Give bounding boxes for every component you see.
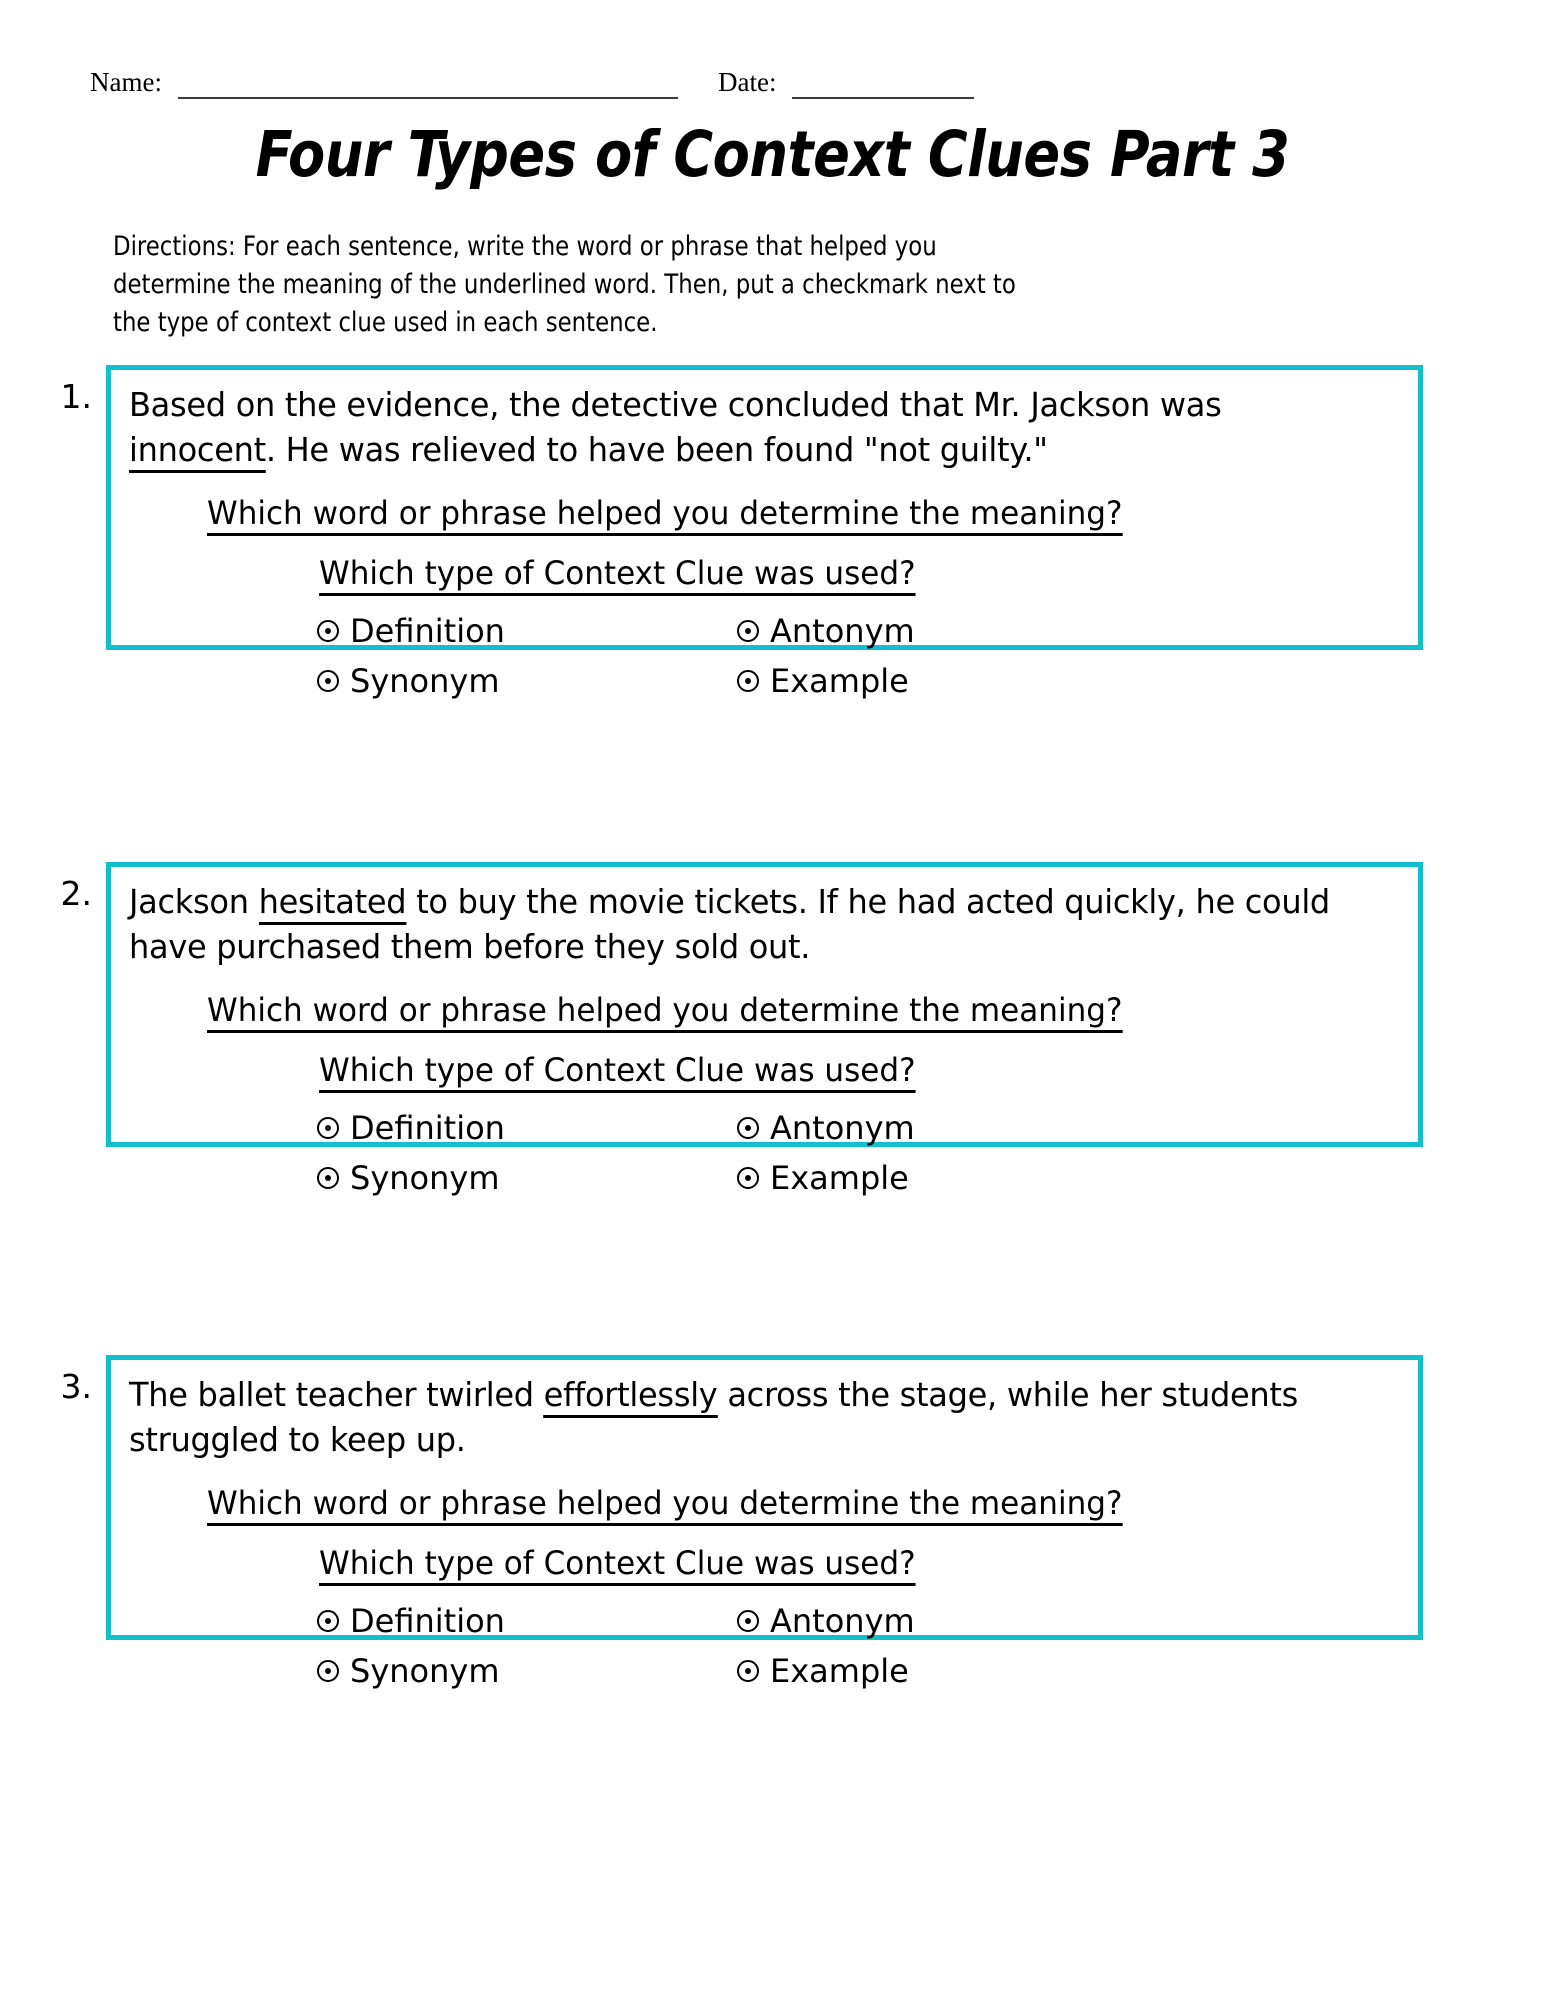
- option-example[interactable]: [737, 1160, 1137, 1196]
- underlined-vocabulary-word: hesitated: [259, 882, 407, 925]
- option-label: Synonym: [350, 662, 500, 700]
- radio-circle-icon[interactable]: [737, 620, 759, 642]
- radio-circle-icon[interactable]: [737, 1167, 759, 1189]
- phrase-prompt: Which word or phrase helped you determine the meaning?: [207, 1484, 1122, 1526]
- type-prompt: Which type of Context Clue was used?: [319, 1544, 916, 1586]
- option-label: Synonym: [350, 1159, 500, 1197]
- date-write-line[interactable]: [792, 67, 974, 99]
- option-synonym[interactable]: [317, 663, 737, 699]
- radio-circle-icon[interactable]: [737, 1660, 759, 1682]
- radio-circle-icon[interactable]: [317, 1167, 339, 1189]
- option-example[interactable]: [737, 663, 1137, 699]
- question-block: [48, 862, 1423, 1197]
- radio-circle-icon[interactable]: [317, 620, 339, 642]
- option-definition[interactable]: [317, 1110, 737, 1146]
- sentence-text-after: . He was relieved to have been found "not guilty.": [265, 430, 1048, 469]
- phrase-prompt: Which word or phrase helped you determine the meaning?: [207, 494, 1122, 536]
- option-definition[interactable]: [317, 1603, 737, 1639]
- date-label: Date:: [717, 67, 777, 97]
- option-antonym[interactable]: [737, 1603, 1137, 1639]
- type-prompt: Which type of Context Clue was used?: [319, 554, 916, 596]
- question-box: [106, 1355, 1423, 1690]
- context-clue-options: [317, 1103, 1137, 1203]
- question-number: 2.: [60, 874, 92, 913]
- question-sentence: [129, 879, 1362, 969]
- option-antonym[interactable]: [737, 613, 1137, 649]
- radio-circle-icon[interactable]: [317, 1660, 339, 1682]
- question-number: 1.: [60, 377, 92, 416]
- option-label: Antonym: [770, 612, 915, 650]
- option-label: Example: [770, 662, 909, 700]
- question-sentence: [129, 1372, 1362, 1462]
- type-prompt-row: [129, 1544, 1400, 1586]
- type-prompt-row: [129, 554, 1400, 596]
- option-definition[interactable]: [317, 613, 737, 649]
- phrase-prompt-row: [129, 969, 1400, 1033]
- phrase-prompt-row: [129, 472, 1400, 536]
- type-prompt: Which type of Context Clue was used?: [319, 1051, 916, 1093]
- context-clue-options: [317, 606, 1137, 706]
- option-label: Antonym: [770, 1602, 915, 1640]
- phrase-prompt: Which word or phrase helped you determine the meaning?: [207, 991, 1122, 1033]
- question-block: [48, 365, 1423, 700]
- radio-circle-icon[interactable]: [737, 670, 759, 692]
- underlined-vocabulary-word: innocent: [129, 430, 266, 473]
- name-write-line[interactable]: [178, 67, 678, 99]
- directions-text: Directions: For each sentence, write the word or phrase that helped you determine the meaning of the underlined word. Then, put a checkmark next to the type of context clue used in each sentence.: [113, 231, 1016, 338]
- phrase-prompt-row: [129, 1462, 1400, 1526]
- radio-circle-icon[interactable]: [737, 1117, 759, 1139]
- radio-circle-icon[interactable]: [317, 1117, 339, 1139]
- option-label: Synonym: [350, 1652, 500, 1690]
- question-number: 3.: [60, 1367, 92, 1406]
- question-box: [106, 365, 1423, 700]
- option-synonym[interactable]: [317, 1160, 737, 1196]
- underlined-vocabulary-word: effortlessly: [544, 1375, 718, 1418]
- type-prompt-row: [129, 1051, 1400, 1093]
- radio-circle-icon[interactable]: [317, 1610, 339, 1632]
- sentence-text-before: The ballet teacher twirled: [129, 1375, 544, 1414]
- sentence-text-after: to buy the movie tickets. If he had acted quickly, he could have purchased them before they sold out.: [129, 882, 1330, 966]
- question-sentence: [129, 382, 1362, 472]
- name-label: Name:: [90, 67, 162, 97]
- sentence-text-before: Jackson: [129, 882, 259, 921]
- radio-circle-icon[interactable]: [317, 670, 339, 692]
- option-label: Example: [770, 1159, 909, 1197]
- question-block: [48, 1355, 1423, 1690]
- radio-circle-icon[interactable]: [737, 1610, 759, 1632]
- option-label: Definition: [350, 612, 505, 650]
- option-label: Definition: [350, 1109, 505, 1147]
- page-title: Four Types of Context Clues Part 3: [255, 118, 1290, 191]
- option-example[interactable]: [737, 1653, 1137, 1689]
- sentence-text-before: Based on the evidence, the detective concluded that Mr. Jackson was: [129, 385, 1222, 424]
- context-clue-options: [317, 1596, 1137, 1696]
- option-label: Antonym: [770, 1109, 915, 1147]
- name-date-row: [90, 55, 1150, 99]
- option-antonym[interactable]: [737, 1110, 1137, 1146]
- question-box: [106, 862, 1423, 1197]
- option-label: Example: [770, 1652, 909, 1690]
- sentence-text-after: across the stage, while her students struggled to keep up.: [129, 1375, 1299, 1459]
- option-synonym[interactable]: [317, 1653, 737, 1689]
- option-label: Definition: [350, 1602, 505, 1640]
